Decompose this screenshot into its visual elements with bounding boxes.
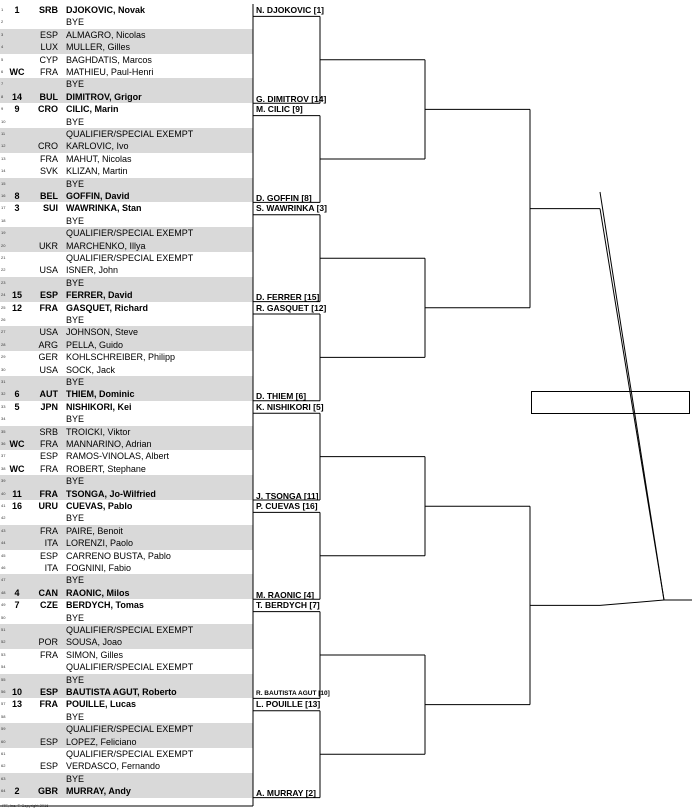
line-number: 43 <box>1 527 6 533</box>
final-line <box>600 600 664 605</box>
line-number: 6 <box>1 69 4 74</box>
country-code: ARG <box>38 339 58 350</box>
line-number: 33 <box>1 403 6 409</box>
player-name: BERDYCH, Tomas <box>66 600 144 611</box>
country-code: GER <box>38 352 58 363</box>
seed: WC <box>9 463 25 474</box>
player-name: BAGHDATIS, Marcos <box>66 54 152 65</box>
player-name: BYE <box>66 17 85 28</box>
player-name: QUALIFIER/SPECIAL EXEMPT <box>66 662 194 673</box>
line-number: 10 <box>1 118 6 124</box>
champion-box <box>531 391 690 414</box>
country-code: FRA <box>40 463 58 474</box>
country-code: ESP <box>39 29 58 40</box>
country-code: CZE <box>40 600 58 611</box>
line-number: 23 <box>1 279 6 285</box>
player-name: CUEVAS, Pablo <box>66 501 133 511</box>
seed: 1 <box>14 5 20 15</box>
country-code: CAN <box>38 587 58 598</box>
line-number: 35 <box>1 428 6 434</box>
line-number: 46 <box>1 565 6 570</box>
country-code: ITA <box>44 538 58 549</box>
second-round-player: T. BERDYCH [7] <box>256 600 320 611</box>
line-number: 12 <box>1 143 6 149</box>
country-code: GBR <box>38 786 58 797</box>
line-number: 48 <box>1 589 6 595</box>
country-code: CRO <box>38 104 58 115</box>
player-name: QUALIFIER/SPECIAL EXEMPT <box>66 625 194 635</box>
line-number: 3 <box>1 31 4 37</box>
seed: 5 <box>14 401 20 412</box>
country-code: BUL <box>39 91 58 102</box>
line-number: 2 <box>1 19 4 25</box>
player-name: MARCHENKO, Illya <box>66 240 146 251</box>
country-code: JPN <box>40 401 58 412</box>
player-name: TROICKI, Viktor <box>66 426 131 437</box>
player-name: FERRER, David <box>66 290 133 301</box>
second-round-player: S. WAWRINKA [3] <box>256 203 327 214</box>
player-name: ROBERT, Stephane <box>66 463 146 474</box>
player-name: KLIZAN, Martin <box>66 166 128 177</box>
player-name: KOHLSCHREIBER, Philipp <box>66 352 176 363</box>
player-name: MANNARINO, Adrian <box>66 439 152 449</box>
country-code: FRA <box>40 153 58 164</box>
second-round-player: P. CUEVAS [16] <box>256 501 318 511</box>
seed: 12 <box>11 302 22 313</box>
player-name: BYE <box>66 315 85 325</box>
line-number: 41 <box>1 503 6 508</box>
country-code: POR <box>38 637 58 648</box>
seed: 4 <box>14 587 20 598</box>
line-number: 18 <box>1 217 6 223</box>
line-number: 52 <box>1 639 6 645</box>
line-number: 51 <box>1 627 6 632</box>
line-number: 59 <box>1 726 6 732</box>
line-number: 49 <box>1 602 6 608</box>
second-round-player: A. MURRAY [2] <box>256 788 316 799</box>
country-code: SVK <box>39 166 58 177</box>
country-code: CRO <box>38 141 58 152</box>
player-name: GASQUET, Richard <box>66 302 149 313</box>
player-name: PELLA, Guido <box>66 339 124 350</box>
line-number: 34 <box>1 416 6 422</box>
line-number: 26 <box>1 317 6 322</box>
line-number: 50 <box>1 614 6 620</box>
player-name: NISHIKORI, Kei <box>66 401 132 412</box>
country-code: FRA <box>40 525 58 536</box>
line-number: 22 <box>1 267 6 273</box>
country-code: ESP <box>39 290 58 301</box>
line-number: 39 <box>1 478 6 484</box>
seed: 6 <box>14 389 20 400</box>
line-number: 47 <box>1 577 6 583</box>
player-name: MULLER, Gilles <box>66 42 131 53</box>
country-code: LUX <box>40 42 58 53</box>
player-name: ALMAGRO, Nicolas <box>66 29 146 40</box>
country-code: SRB <box>39 426 58 437</box>
country-code: UKR <box>38 240 58 251</box>
line-number: 17 <box>1 205 6 211</box>
line-number: 15 <box>1 180 6 186</box>
line-number: 21 <box>1 255 6 260</box>
line-number: 40 <box>1 490 6 496</box>
second-round-player: K. NISHIKORI [5] <box>256 401 324 412</box>
country-code: FRA <box>40 439 58 449</box>
second-round-player: G. DIMITROV [14] <box>256 93 327 104</box>
second-round-player: D. FERRER [15] <box>256 292 320 303</box>
line-number: 44 <box>1 540 6 546</box>
country-code: ESP <box>39 451 58 462</box>
line-number: 8 <box>1 93 4 99</box>
player-name: QUALIFIER/SPECIAL EXEMPT <box>66 129 194 139</box>
line-number: 55 <box>1 676 6 682</box>
line-number: 30 <box>1 366 6 372</box>
seed: 3 <box>14 203 20 214</box>
line-number: 25 <box>1 304 6 310</box>
line-number: 63 <box>1 775 6 781</box>
line-number: 28 <box>1 341 6 347</box>
player-name: WAWRINKA, Stan <box>66 203 142 214</box>
player-name: KARLOVIC, Ivo <box>66 141 129 152</box>
player-name: TSONGA, Jo-Wilfried <box>66 488 156 499</box>
player-name: JOHNSON, Steve <box>66 327 139 338</box>
line-number: 54 <box>1 664 6 670</box>
second-round-player: R. BAUTISTA AGUT [10] <box>256 690 330 697</box>
line-number: 24 <box>1 292 6 298</box>
line-number: 38 <box>1 465 6 471</box>
player-name: QUALIFIER/SPECIAL EXEMPT <box>66 749 194 759</box>
player-name: POUILLE, Lucas <box>66 699 137 710</box>
player-name: BYE <box>66 215 85 226</box>
player-name: GOFFIN, David <box>66 191 130 201</box>
player-name: BYE <box>66 79 85 90</box>
player-name: VERDASCO, Fernando <box>66 761 161 772</box>
player-name: CARRENO BUSTA, Pablo <box>66 550 171 561</box>
line-number: 11 <box>1 131 6 136</box>
player-name: BYE <box>66 674 85 685</box>
player-name: LOPEZ, Feliciano <box>66 736 137 747</box>
second-round-player: M. RAONIC [4] <box>256 589 315 600</box>
line-number: 56 <box>1 689 6 694</box>
country-code: BEL <box>40 191 58 201</box>
player-name: SIMON, Gilles <box>66 649 124 660</box>
country-code: FRA <box>39 488 58 499</box>
seed: 15 <box>11 290 22 301</box>
second-round-player: M. CILIC [9] <box>256 104 303 115</box>
line-number: 57 <box>1 701 6 707</box>
line-number: 27 <box>1 329 6 335</box>
seed: 8 <box>14 191 20 201</box>
player-name: QUALIFIER/SPECIAL EXEMPT <box>66 253 194 263</box>
player-name: BYE <box>66 116 85 127</box>
player-name: QUALIFIER/SPECIAL EXEMPT <box>66 228 194 239</box>
player-name: BYE <box>66 414 85 425</box>
country-code: ESP <box>39 687 58 697</box>
country-code: USA <box>39 327 58 338</box>
player-name: BYE <box>66 773 85 784</box>
copyright-text: ITF, Inc. © Copyright 2016 <box>2 803 49 808</box>
player-name: DIMITROV, Grigor <box>66 91 142 102</box>
line-number: 1 <box>1 7 4 12</box>
player-name: CILIC, Marin <box>66 104 119 115</box>
seed: 14 <box>11 91 22 102</box>
country-code: USA <box>39 364 58 375</box>
player-name: BYE <box>66 513 85 524</box>
player-name: BYE <box>66 575 85 586</box>
line-number: 61 <box>1 751 6 756</box>
country-code: SUI <box>42 203 58 214</box>
seed: 16 <box>11 501 22 511</box>
player-name: BYE <box>66 711 85 722</box>
player-name: QUALIFIER/SPECIAL EXEMPT <box>66 724 194 735</box>
line-number: 4 <box>1 44 4 50</box>
seed: WC <box>9 439 25 449</box>
line-number: 42 <box>1 515 6 521</box>
line-number: 45 <box>1 552 6 558</box>
player-name: LORENZI, Paolo <box>66 538 134 549</box>
country-code: FRA <box>39 302 58 313</box>
seed: WC <box>9 67 25 77</box>
line-number: 19 <box>1 230 6 236</box>
line-number: 53 <box>1 651 6 657</box>
country-code: ESP <box>39 550 58 561</box>
country-code: AUT <box>39 389 58 400</box>
line-number: 58 <box>1 713 6 719</box>
line-number: 13 <box>1 155 6 161</box>
second-round-player: J. TSONGA [11] <box>256 490 319 501</box>
line-number: 64 <box>1 788 6 794</box>
seed: 10 <box>11 687 22 697</box>
player-name: BYE <box>66 476 85 487</box>
second-round-player: D. THIEM [6] <box>256 391 307 402</box>
player-name: RAONIC, Milos <box>66 587 130 598</box>
country-code: URU <box>38 501 58 511</box>
seed: 13 <box>11 699 22 710</box>
line-number: 37 <box>1 453 6 459</box>
line-number: 9 <box>1 106 4 112</box>
second-round-player: L. POUILLE [13] <box>256 699 321 710</box>
player-name: DJOKOVIC, Novak <box>66 5 146 15</box>
player-name: MURRAY, Andy <box>66 786 131 797</box>
country-code: FRA <box>40 649 58 660</box>
player-name: ISNER, John <box>66 265 119 276</box>
second-round-player: N. DJOKOVIC [1] <box>256 5 325 15</box>
player-name: BYE <box>66 277 85 288</box>
player-name: SOCK, Jack <box>66 364 116 375</box>
country-code: ESP <box>39 761 58 772</box>
player-name: BYE <box>66 612 85 623</box>
seed: 11 <box>12 488 22 499</box>
line-number: 14 <box>1 168 6 174</box>
line-number: 16 <box>1 193 6 198</box>
player-name: FOGNINI, Fabio <box>66 563 132 573</box>
seed: 9 <box>14 104 20 115</box>
seed: 7 <box>14 600 20 611</box>
line-number: 29 <box>1 354 6 360</box>
country-code: ESP <box>39 736 58 747</box>
line-number: 31 <box>1 379 6 384</box>
player-name: BYE <box>66 178 85 189</box>
player-name: SOUSA, Joao <box>66 637 123 648</box>
country-code: CYP <box>39 54 58 65</box>
country-code: FRA <box>40 67 58 77</box>
player-name: BAUTISTA AGUT, Roberto <box>66 687 177 697</box>
country-code: FRA <box>39 699 58 710</box>
second-round-player: R. GASQUET [12] <box>256 302 327 313</box>
line-number: 32 <box>1 391 6 397</box>
player-name: PAIRE, Benoit <box>66 525 123 536</box>
country-code: USA <box>39 265 58 276</box>
second-round-player: D. GOFFIN [8] <box>256 193 312 203</box>
line-number: 60 <box>1 738 6 744</box>
line-number: 36 <box>1 441 6 446</box>
line-number: 20 <box>1 242 6 248</box>
country-code: SRB <box>38 5 58 15</box>
player-name: THIEM, Dominic <box>66 389 135 400</box>
country-code: ITA <box>44 563 58 573</box>
player-name: BYE <box>66 377 85 387</box>
player-name: RAMOS-VINOLAS, Albert <box>66 451 170 462</box>
player-name: MATHIEU, Paul-Henri <box>66 67 154 77</box>
line-number: 62 <box>1 763 6 769</box>
seed: 2 <box>14 786 20 797</box>
line-number: 7 <box>1 81 4 87</box>
line-number: 5 <box>1 56 4 62</box>
player-name: MAHUT, Nicolas <box>66 153 132 164</box>
